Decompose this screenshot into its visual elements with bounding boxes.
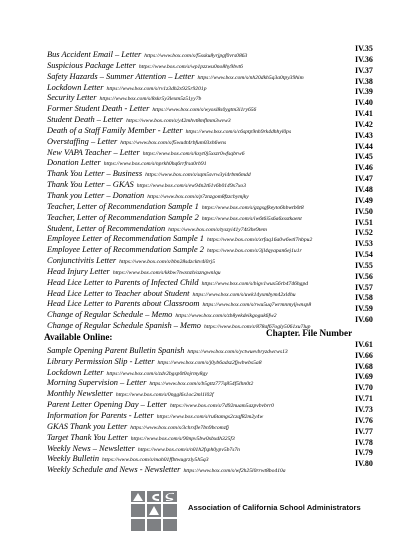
document-title: Security Letter [47,93,97,103]
document-link[interactable]: https://www.box.com/s/rv1z3dh2x925r9201p [106,85,207,92]
document-link[interactable]: https://www.box.com/s/f5ssku8yrjpgf0vrs0863 [144,53,248,59]
document-title: Sample Opening Parent Bulletin Spanish [47,345,185,355]
document-link[interactable]: https://www.box.com/s/3chrsfle7bn9bcomzfj [130,424,229,431]
document-link[interactable]: https://www.box.com/s/kxyt0j5xszr0wfsqbrw6 [142,150,245,157]
chapter-file-number: IV.40 [355,98,373,108]
document-link[interactable]: https://www.box.com/s/gzgsgfkeyto6hbwtb0t8 [201,204,304,211]
chapter-file-number: IV.80 [355,459,373,469]
document-link[interactable]: https://www.box.com/s/tyszyi41y74t3he9tem [168,226,267,233]
document-title: Head Lice Letter to Teacher about Student [47,288,190,298]
document-title: Head Lice Letter to Parents of Infected Child [47,277,199,287]
document-link[interactable]: https://www.box.com/s/n01h2fsph0ypv5b7s7n [137,446,240,453]
document-list-item [47,315,373,331]
document-link[interactable]: https://www.box.com/s/ru6tamgs2czqf82m2y4w [156,414,264,420]
chapter-file-number: IV.39 [355,87,373,97]
document-title: Morning Supervision – Letter [47,378,147,388]
chapter-file-number: IV.47 [355,174,373,184]
chapter-file-number: IV.43 [355,130,373,140]
document-link[interactable]: https://www.box.com/s/nh20dkh5q3a0tpy39him [197,74,304,81]
chapter-file-number: IV.77 [355,426,373,436]
acsa-logo [129,488,179,534]
document-link[interactable]: https://www.box.com/s/zb8yekdeikgoguk6fw2 [175,313,277,320]
document-link[interactable]: https://www.box.com/s/wp1pzzwu0no8hy9bvt6 [138,63,243,70]
document-link[interactable]: https://www.box.com/s/mah01ffbtwugrzly5h5q3 [102,457,209,464]
chapter-file-number: IV.79 [355,448,373,458]
letter-list-primary [47,44,373,331]
chapter-file-number: IV.71 [355,394,373,404]
document-link[interactable]: https://www.box.com/s/rwu5uq7wrmnmyljwnsp8 [202,302,312,309]
document-title: Safety Hazards – Summer Attention – Letter [47,71,195,81]
document-body [44,44,373,475]
document-title: Bus Accident Email – Letter [47,50,142,59]
document-link[interactable]: https://www.box.com/s/kkbw7twxnzh/azngwnlqu [112,269,221,276]
document-link[interactable]: https://www.box.com/s/b5gttz777q854f5lhn0t2 [149,381,254,388]
organization-name: Association of California School Administrators [188,503,361,512]
chapter-file-number: IV.48 [355,184,373,194]
document-list-item [47,459,373,475]
document-link[interactable]: https://www.box.com/s/zdv2bgsp0t0ojrmy8gy [106,370,208,377]
chapter-file-number: IV.41 [355,109,373,119]
chapter-file-number: IV.57 [355,282,373,292]
chapter-file-number: IV.46 [355,163,373,173]
document-title: Thank You Letter – Business [47,169,143,179]
document-link[interactable]: https://www.box.com/s/j0yb6adsz2fjwbwbs5a8 [157,359,262,366]
letter-list-online [47,339,373,475]
document-title: Weekly Bulletin [47,454,100,464]
document-link[interactable]: https://www.box.com/s/c6sptp9nh9rk4dhhyl0ps [185,128,292,135]
document-link[interactable]: https://www.box.com/s/878af67ogly5061xu7lup [203,324,311,331]
document-title: Employee Letter of Recommendation Sample 1 [47,234,204,244]
document-title: New VAPA Teacher – Letter [47,147,140,157]
document-link[interactable]: https://www.box.com/s/wyoxl8s0ygtm3i1ry656 [152,107,257,114]
chapter-file-number: IV.35 [355,44,373,53]
chapter-file-number: IV.68 [355,361,373,371]
document-title: Teacher, Letter of Recommendation Sample 1 [47,201,199,211]
document-link[interactable]: https://www.box.com/s/7d92nuam5azpvbvbrr0 [169,403,274,410]
document-title: Change of Regular Schedule Spanish – Memo [47,321,201,331]
document-title: Lockdown Letter [47,82,104,92]
chapter-file-number: IV.36 [355,54,373,64]
chapter-file-number: IV.42 [355,119,373,129]
chapter-file-number-label: Chapter. File Number [266,327,353,338]
chapter-file-number: IV.60 [355,315,373,325]
chapter-file-number: IV.59 [355,304,373,314]
document-title: Student, Letter of Recommendation [47,223,166,233]
document-link[interactable]: https://www.box.com/s/xrfaq16a0w6wtl7nbpu2 [207,237,313,244]
chapter-file-number: IV.55 [355,260,373,270]
available-online-header [44,327,367,342]
document-title: Weekly Schedule and News - Newsletter [47,465,181,475]
document-title: Overstaffing – Letter [47,136,118,146]
document-title: Target Thank You Letter [47,432,128,442]
chapter-file-number: IV.53 [355,239,373,249]
document-link[interactable]: https://www.box.com/s/0nggl6s1oc2ml1l02f [115,392,214,399]
chapter-file-number: IV.70 [355,383,373,393]
document-title: Library Permission Slip - Letter [47,356,155,366]
document-title: Change of Regular Schedule – Memo [47,310,173,320]
document-title: Monthly Newsletter [47,389,113,399]
chapter-file-number: IV.51 [355,217,373,227]
document-title: Parent Letter Opening Day – Letter [47,400,167,410]
chapter-file-number: IV.50 [355,206,373,216]
document-link[interactable]: https://www.box.com/s/90npv5bw0xbxdh325f3 [130,435,235,442]
chapter-file-number: IV.54 [355,250,373,260]
chapter-file-number: IV.61 [355,339,373,349]
document-title: Conjunctivitis Letter [47,256,117,266]
chapter-file-number: IV.49 [355,195,373,205]
chapter-file-number: IV.66 [355,350,373,360]
document-title: Thank you Letter – Donation [47,190,145,200]
document-link[interactable]: https://www.box.com/s/sqm5svrw3yi4rbm6mdd [145,172,251,179]
document-link[interactable]: https://www.box.com/s/yctwuevbryzdwcws13 [187,348,288,355]
document-link[interactable]: https://www.box.com/s/y42mhvt8mflmm3wvw3 [126,118,231,125]
document-link[interactable]: https://www.box.com/s/ew94n2t61v6b0149x7xo3 [136,183,246,190]
chapter-file-number: IV.44 [355,141,373,151]
document-link[interactable]: https://www.box.com/s/uwk14yxmbym42xl4hu [192,291,296,298]
chapter-file-number: IV.76 [355,415,373,425]
document-title: Weekly News – Newsletter [47,443,135,453]
document-title: Head Injury Letter [47,266,110,276]
document-link[interactable]: https://www.box.com/s/wf2h25l0rrwt8bo410a [183,468,286,475]
chapter-file-number: IV.78 [355,437,373,447]
chapter-file-number: IV.52 [355,228,373,238]
document-title: Teacher, Letter of Recommendation Sample 2 [47,212,199,222]
available-online-label: Available Online: [44,331,113,342]
document-title: Employee Letter of Recommendation Sample 2 [47,245,204,255]
chapter-file-number: IV.37 [355,65,373,75]
document-link[interactable]: https://www.box.com/s/8xkr5y3lexm5z51yy7b [99,96,202,103]
document-title: Head Lice Letter to Parents about Classroom [47,299,200,309]
document-title: Lockdown Letter [47,367,104,377]
document-title: Suspicious Package Letter [47,60,136,70]
document-title: Donation Letter [47,158,101,168]
chapter-file-number: IV.56 [355,271,373,281]
document-link[interactable]: https://www.box.com/s/bbn28sdzcktv4i0rj5 [119,259,216,266]
chapter-file-number: IV.69 [355,372,373,382]
chapter-file-number: IV.38 [355,76,373,86]
document-title: Information for Parents - Letter [47,411,154,420]
document-title: GKAS Thank you Letter [47,421,128,431]
document-link[interactable]: https://www.box.com/s/bigv1wux56rb4746hgpd [201,280,309,287]
chapter-file-number: IV.73 [355,405,373,414]
chapter-file-number: IV.58 [355,293,373,303]
chapter-file-number: IV.45 [355,152,373,162]
document-title: Thank You Letter – GKAS [47,180,134,190]
document-link[interactable]: https://www.box.com/s/f5wu4t4rbfum03xh6wns [120,139,227,146]
document-title: Student Death – Letter [47,115,124,125]
document-title: Former Student Death - Letter [47,104,150,114]
document-title: Death of a Staff Family Member - Letter [47,125,183,135]
document-link[interactable]: https://www.box.com/s/p7znzgom8fzzcbymjky [147,193,249,200]
document-link[interactable]: https://www.box.com/s/iw6t6i5s6a6xsstkaent [201,215,302,222]
document-link[interactable]: https://www.box.com/s/nprkh0hq6rrfrsa0rb91 [103,161,207,168]
document-link[interactable]: https://www.box.com/s/3jl4qyapan6ej1u1r [207,248,302,255]
